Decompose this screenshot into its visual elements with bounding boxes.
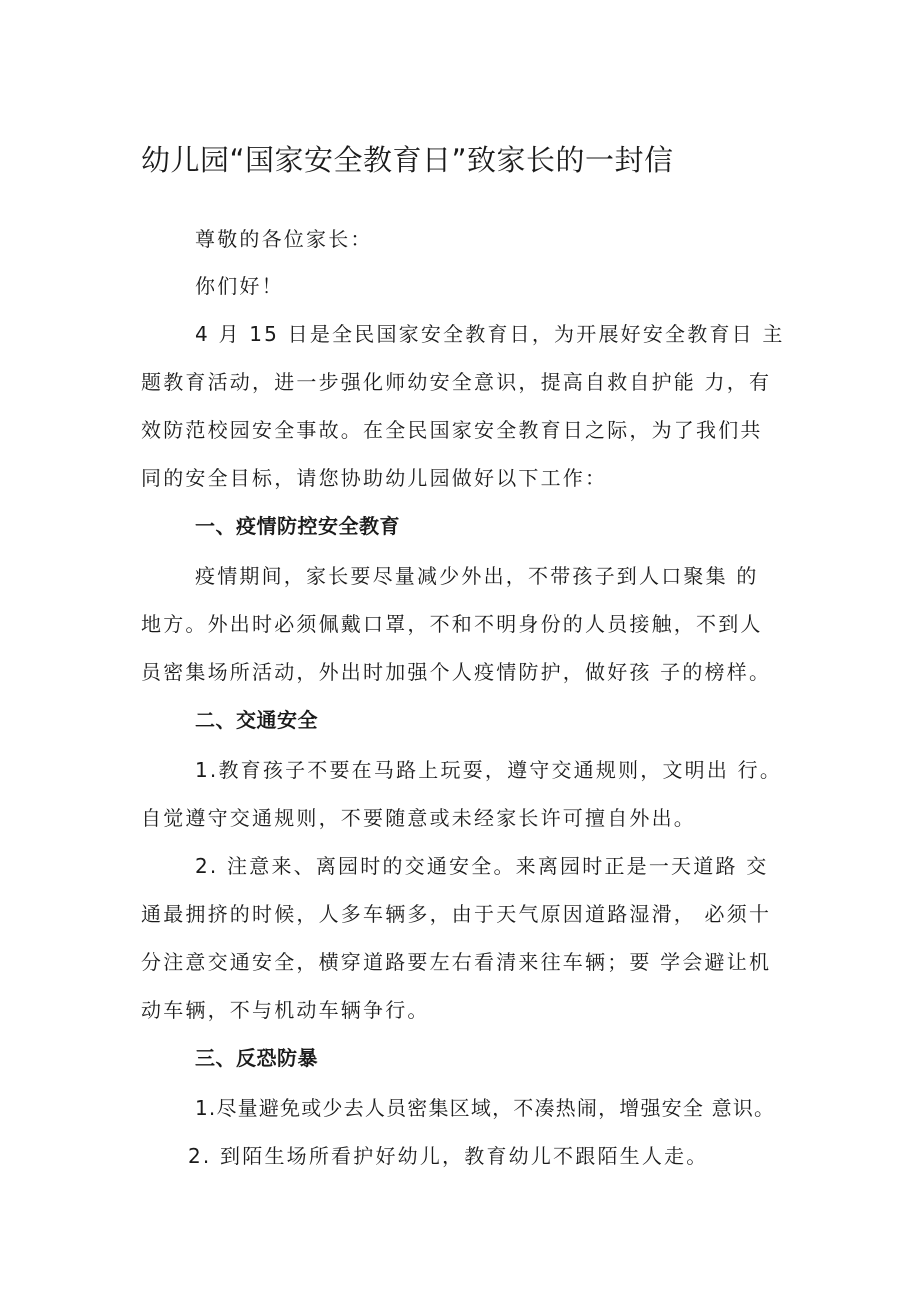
- section-heading-antiterror: 三、反恐防暴: [195, 1046, 318, 1070]
- section2-item2-line: 分注意交通安全，横穿道路要左右看清来往车辆；要 学会避让机: [141, 950, 772, 974]
- intro-line: 4 月 15 日是全民国家安全教育日，为开展好安全教育日 主: [195, 322, 785, 346]
- section-heading-epidemic: 一、疫情防控安全教育: [195, 514, 400, 538]
- salutation: 你们好！: [195, 274, 284, 298]
- section2-item2-line: 通最拥挤的时候，人多车辆多，由于天气原因道路湿滑， 必须十: [141, 902, 772, 926]
- letter-title: 幼儿园“国家安全教育日”致家长的一封信: [141, 143, 674, 177]
- section1-line: 疫情期间，家长要尽量减少外出，不带孩子到人口聚集 的: [195, 564, 759, 588]
- intro-line: 效防范校园安全事故。在全民国家安全教育日之际，为了我们共: [141, 418, 763, 442]
- section-heading-traffic: 二、交通安全: [195, 708, 318, 732]
- section2-item1-line: 1.教育孩子不要在马路上玩耍，遵守交通规则，文明出 行。: [195, 758, 783, 782]
- section2-item1-line: 自觉遵守交通规则，不要随意或未经家长许可擅自外出。: [141, 806, 696, 830]
- section3-item2: 2. 到陌生场所看护好幼儿，教育幼儿不跟陌生人走。: [188, 1144, 709, 1168]
- intro-line: 同的安全目标，请您协助幼儿园做好以下工作：: [141, 466, 608, 490]
- greeting: 尊敬的各位家长：: [195, 227, 373, 251]
- section2-item2-line: 动车辆，不与机动车辆争行。: [141, 998, 430, 1022]
- section3-item1: 1.尽量避免或少去人员密集区域，不凑热闹，增强安全 意识。: [195, 1096, 776, 1120]
- intro-line: 题教育活动，进一步强化师幼安全意识，提高自救自护能 力，有: [141, 370, 772, 394]
- section2-item2-line: 2. 注意来、离园时的交通安全。来离园时正是一天道路 交: [195, 854, 769, 878]
- section1-line: 地方。外出时必须佩戴口罩，不和不明身份的人员接触，不到人: [141, 612, 763, 636]
- section1-line: 员密集场所活动，外出时加强个人疫情防护，做好孩 子的榜样。: [141, 660, 772, 684]
